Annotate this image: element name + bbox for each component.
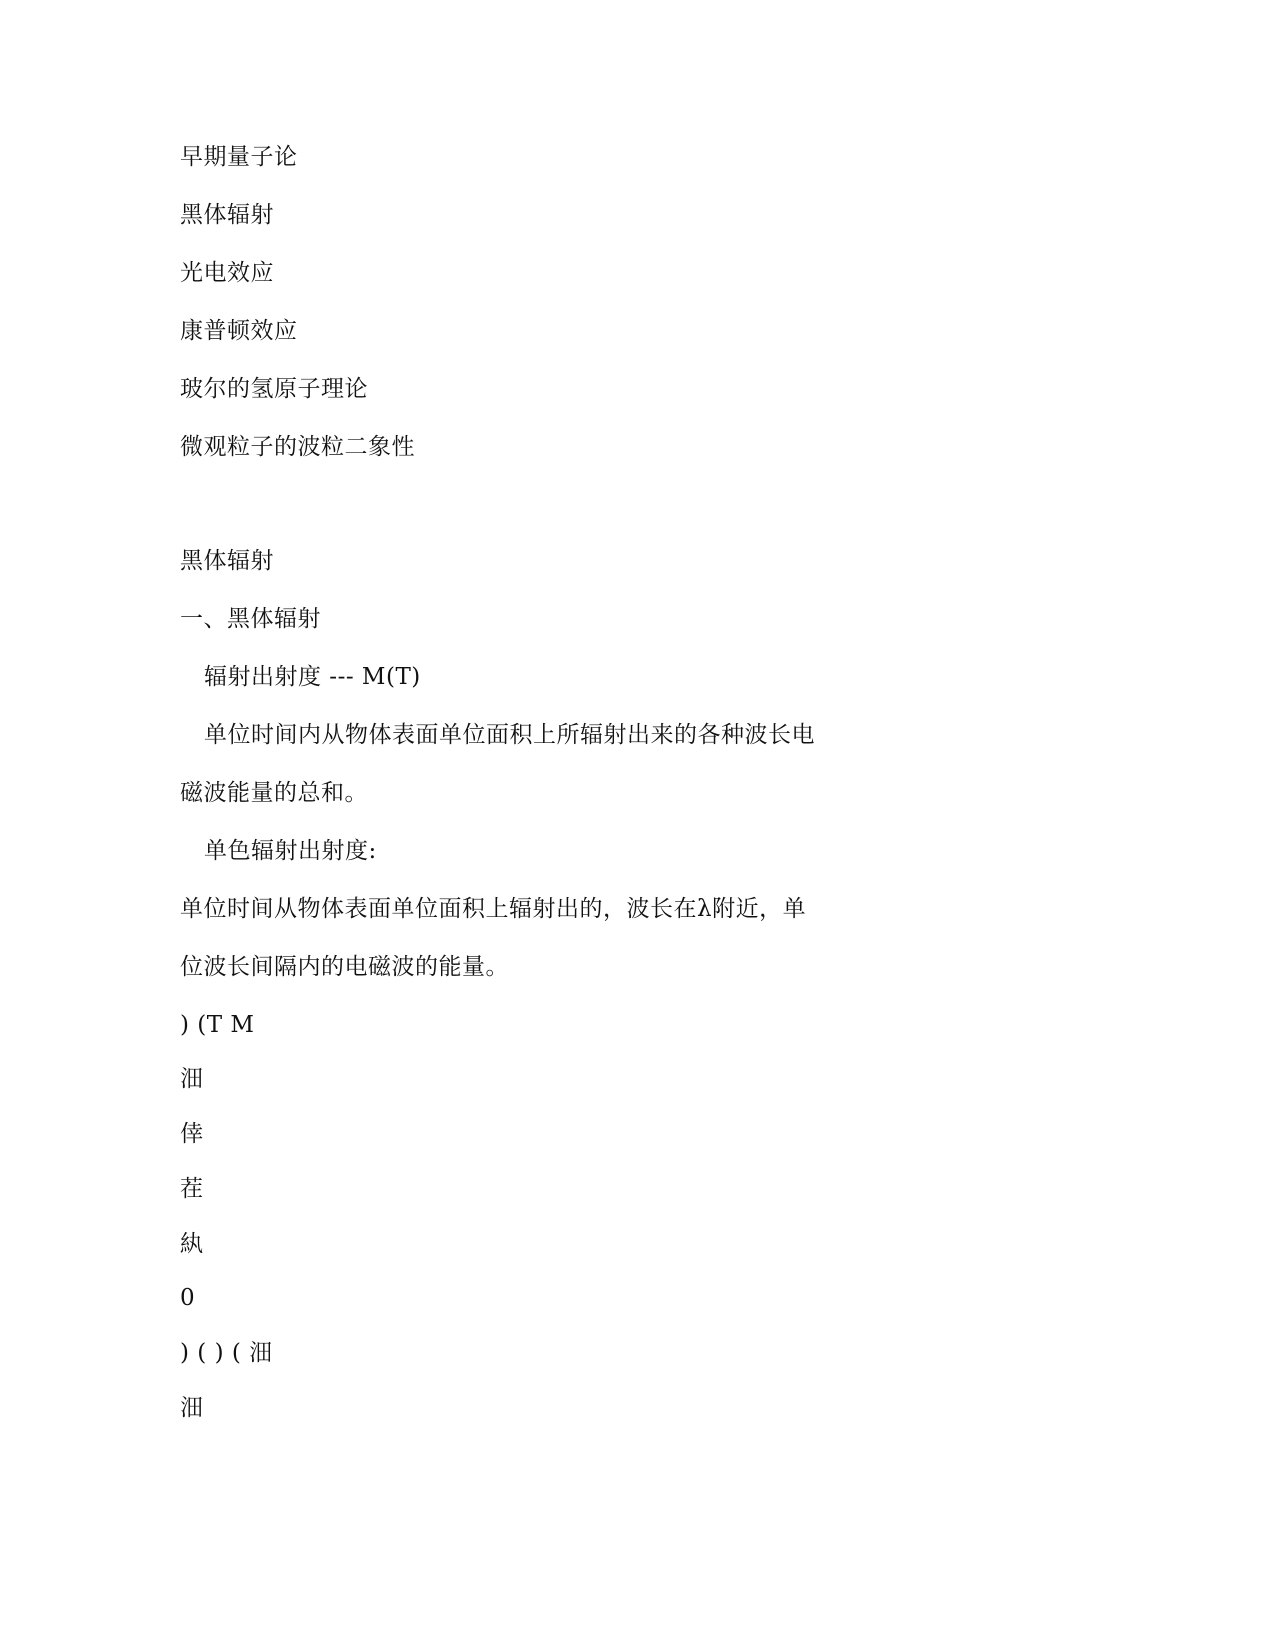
term-radiant-exitance: 辐射出射度 --- M(T) bbox=[204, 664, 421, 690]
toc-item-compton: 康普顿效应 bbox=[180, 318, 298, 344]
toc-item-photoelectric: 光电效应 bbox=[180, 260, 274, 286]
definition-2-line-1: 单位时间从物体表面单位面积上辐射出的，波长在λ附近，单 bbox=[180, 896, 807, 922]
definition-1-line-1: 单位时间内从物体表面单位面积上所辐射出来的各种波长电 bbox=[204, 722, 815, 748]
formula-fragment-4: 茬 bbox=[180, 1176, 204, 1202]
term-spectral-exitance: 单色辐射出射度: bbox=[204, 838, 377, 864]
toc-title: 早期量子论 bbox=[180, 144, 298, 170]
definition-1-line-2: 磁波能量的总和。 bbox=[180, 780, 368, 806]
formula-fragment-8: 沺 bbox=[180, 1395, 204, 1421]
toc-item-wave-particle: 微观粒子的波粒二象性 bbox=[180, 434, 415, 460]
definition-2-line-2: 位波长间隔内的电磁波的能量。 bbox=[180, 954, 509, 980]
formula-fragment-5: 紈 bbox=[180, 1231, 204, 1257]
toc-item-bohr: 玻尔的氢原子理论 bbox=[180, 376, 368, 402]
formula-fragment-1: ) (T M bbox=[180, 1012, 255, 1038]
formula-fragment-7: ) ( ) ( 沺 bbox=[180, 1340, 273, 1366]
section-subtitle: 一、黑体辐射 bbox=[180, 606, 321, 632]
formula-fragment-6: 0 bbox=[180, 1285, 196, 1311]
formula-fragment-3: 倖 bbox=[180, 1121, 204, 1147]
section-title: 黑体辐射 bbox=[180, 548, 274, 574]
formula-fragment-2: 沺 bbox=[180, 1066, 204, 1092]
toc-item-blackbody: 黑体辐射 bbox=[180, 202, 274, 228]
